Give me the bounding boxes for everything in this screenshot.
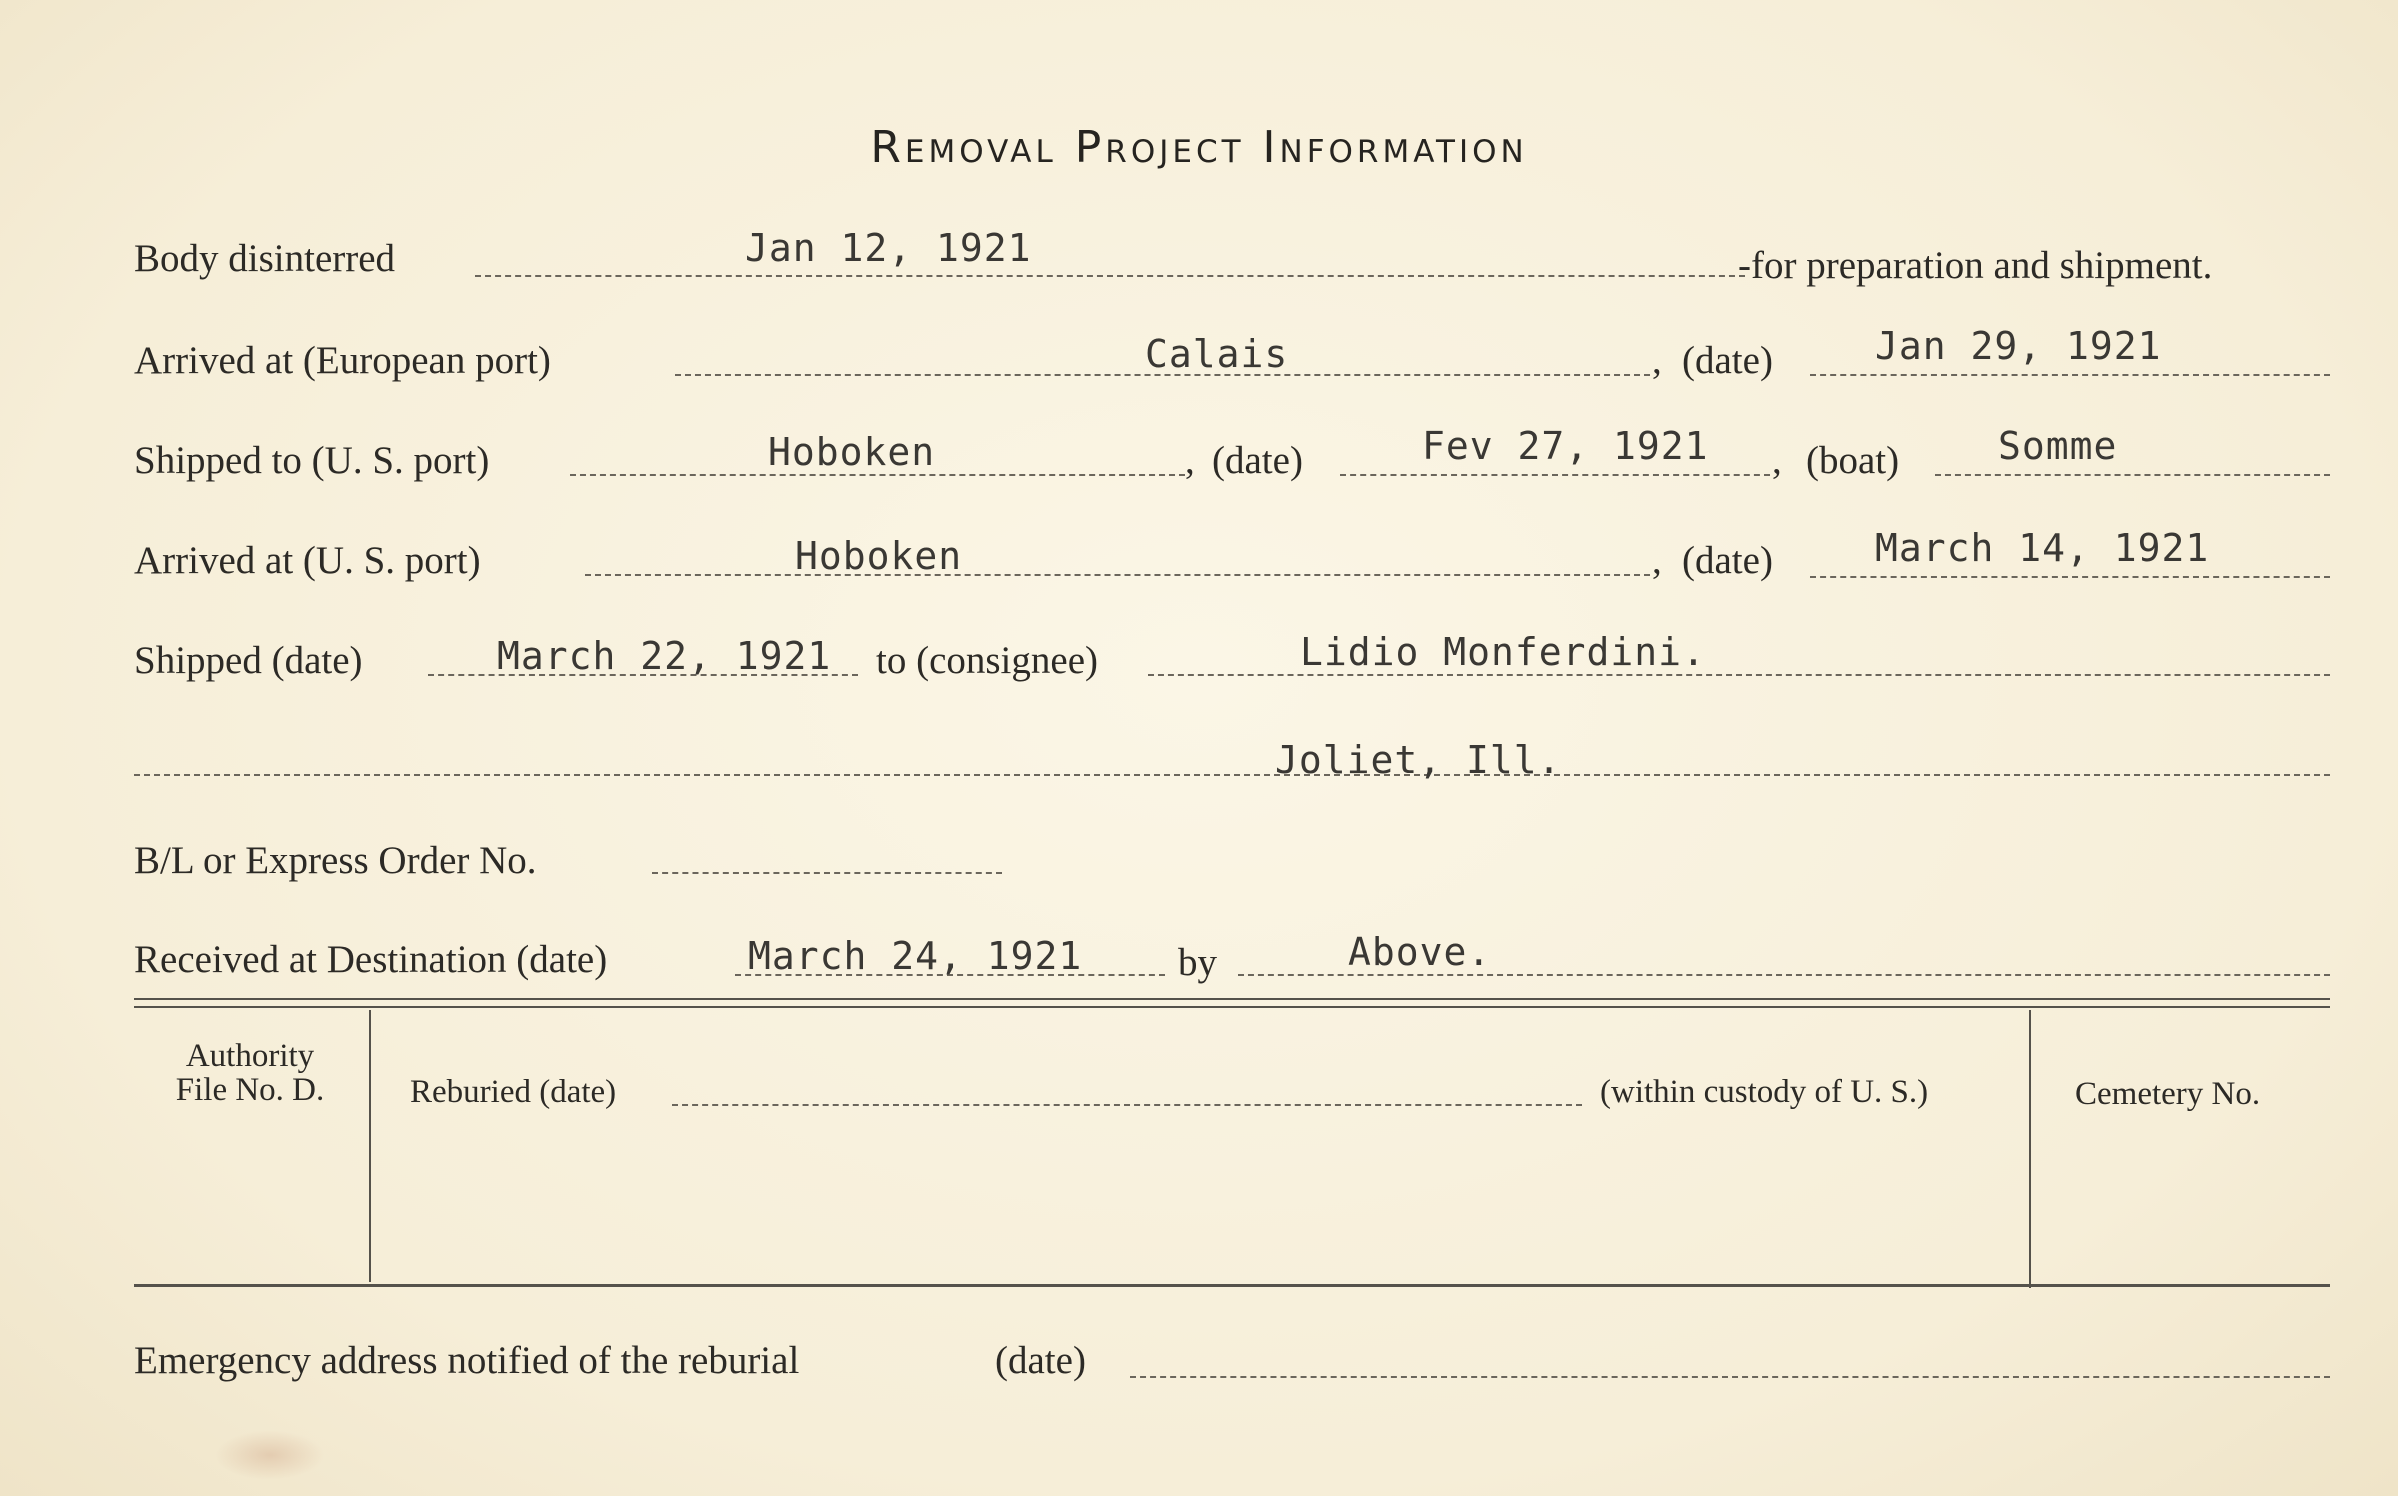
line-bl-order bbox=[652, 872, 1002, 874]
comma-1: , bbox=[1652, 339, 1662, 382]
label-for-preparation: -for preparation and shipment. bbox=[1738, 244, 2213, 287]
value-european-port: Calais bbox=[1145, 332, 1289, 376]
divider-top-1 bbox=[134, 998, 2330, 1000]
line-us-port-arrived bbox=[585, 574, 1650, 576]
label-date-3: (date) bbox=[1682, 539, 1773, 582]
label-bl-express-order: B/L or Express Order No. bbox=[134, 839, 537, 882]
label-body-disinterred: Body disinterred bbox=[134, 237, 396, 280]
label-file-no: File No. D. bbox=[175, 1072, 325, 1108]
line-consignee-address bbox=[134, 774, 2330, 776]
value-us-port-arrived: Hoboken bbox=[795, 534, 963, 578]
form-title: Removal Project Information bbox=[870, 122, 1528, 173]
value-european-arrival-date: Jan 29, 1921 bbox=[1875, 324, 2162, 368]
label-cemetery-no: Cemetery No. bbox=[2075, 1076, 2261, 1112]
label-authority: Authority bbox=[185, 1038, 315, 1074]
value-shipped-date-us: Fev 27, 1921 bbox=[1422, 424, 1709, 468]
label-shipped-date: Shipped (date) bbox=[134, 639, 363, 682]
label-arrived-us-port: Arrived at (U. S. port) bbox=[134, 539, 481, 582]
comma-2: , bbox=[1185, 439, 1195, 482]
label-boat: (boat) bbox=[1806, 439, 1900, 482]
paper-stain bbox=[215, 1430, 325, 1480]
label-date-1: (date) bbox=[1682, 339, 1773, 382]
value-received-date: March 24, 1921 bbox=[748, 934, 1083, 978]
label-by: by bbox=[1178, 941, 1217, 984]
line-boat bbox=[1935, 474, 2330, 476]
label-emergency-address: Emergency address notified of the reburial bbox=[134, 1339, 800, 1382]
label-shipped-to-us-port: Shipped to (U. S. port) bbox=[134, 439, 490, 482]
comma-3: , bbox=[1772, 439, 1782, 482]
value-boat: Somme bbox=[1998, 424, 2118, 468]
value-shipped-date: March 22, 1921 bbox=[497, 634, 832, 678]
line-us-arrival-date bbox=[1810, 576, 2330, 578]
value-received-by: Above. bbox=[1348, 930, 1492, 974]
line-reburied-date bbox=[672, 1104, 1582, 1106]
label-arrived-european-port: Arrived at (European port) bbox=[134, 339, 551, 382]
value-disinterred-date: Jan 12, 1921 bbox=[745, 226, 1032, 270]
line-received-by bbox=[1238, 974, 2330, 976]
label-emergency-date: (date) bbox=[995, 1339, 1086, 1382]
column-divider-right bbox=[2029, 1010, 2031, 1288]
line-consignee bbox=[1148, 674, 2330, 676]
value-us-port-shipped: Hoboken bbox=[768, 430, 936, 474]
line-emergency-date bbox=[1130, 1376, 2330, 1378]
line-disinterred bbox=[475, 275, 1745, 277]
comma-4: , bbox=[1652, 539, 1662, 582]
value-us-arrival-date: March 14, 1921 bbox=[1875, 526, 2210, 570]
value-consignee-address: Joliet, Ill. bbox=[1275, 738, 1562, 782]
divider-top-2 bbox=[134, 1006, 2330, 1008]
column-divider-left bbox=[369, 1010, 371, 1282]
divider-bottom bbox=[134, 1284, 2330, 1287]
label-received-destination: Received at Destination (date) bbox=[134, 938, 608, 981]
line-shipped-date-us bbox=[1340, 474, 1770, 476]
label-reburied-date: Reburied (date) bbox=[410, 1074, 617, 1110]
label-date-2: (date) bbox=[1212, 439, 1303, 482]
line-european-date bbox=[1810, 374, 2330, 376]
value-consignee: Lidio Monferdini. bbox=[1300, 630, 1706, 674]
label-within-custody: (within custody of U. S.) bbox=[1600, 1074, 1929, 1110]
line-us-port-shipped bbox=[570, 474, 1185, 476]
label-to-consignee: to (consignee) bbox=[876, 639, 1099, 682]
